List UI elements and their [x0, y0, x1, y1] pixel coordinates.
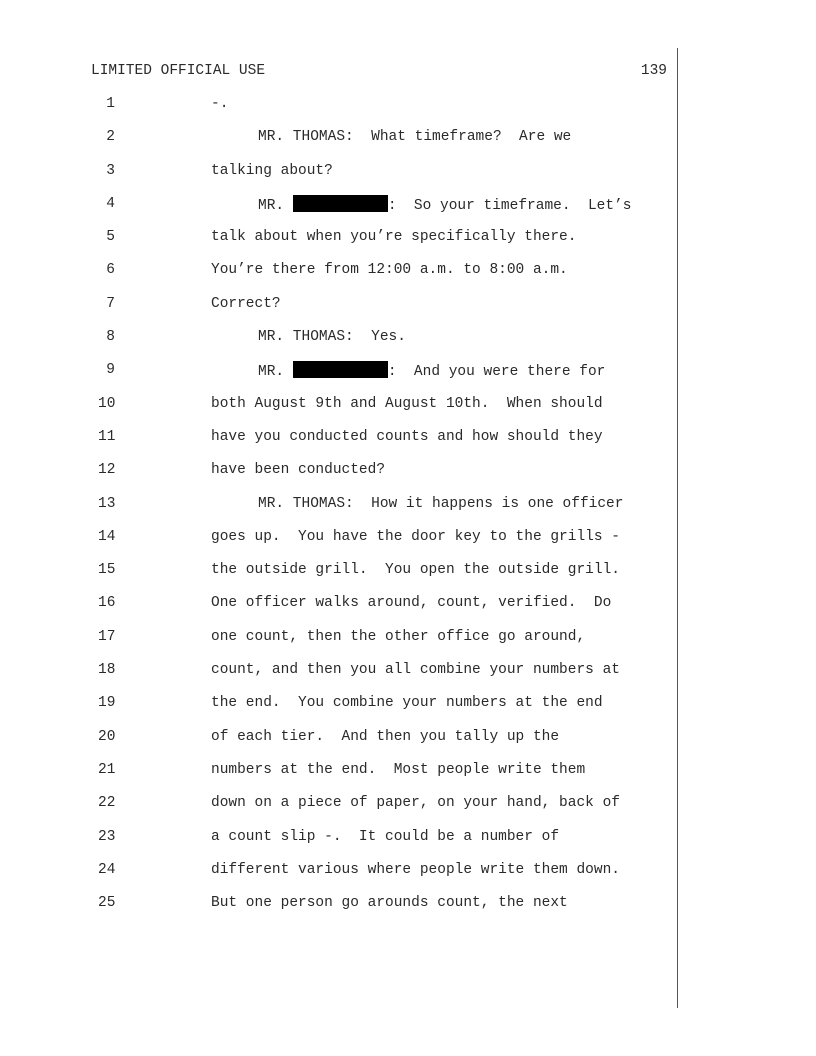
transcript-line	[0, 287, 816, 320]
line-text	[211, 561, 620, 579]
line-text	[211, 694, 603, 712]
line-text-segment: down on a piece of paper, on your hand, back of	[211, 795, 620, 812]
transcript-line	[0, 187, 816, 220]
line-number: 21	[98, 761, 116, 778]
line-number: 2	[106, 129, 115, 146]
line-text	[211, 261, 568, 279]
line-number: 6	[106, 262, 115, 279]
line-number: 23	[98, 828, 116, 845]
transcript-line	[0, 253, 816, 286]
transcript-line	[0, 387, 816, 420]
line-text	[211, 95, 228, 113]
line-text	[211, 661, 620, 679]
transcript-line	[0, 553, 816, 586]
line-number: 16	[98, 595, 116, 612]
transcript-line	[0, 87, 816, 120]
line-number: 12	[98, 462, 116, 479]
transcript-line	[0, 220, 816, 253]
line-number: 17	[98, 628, 116, 645]
line-text	[258, 361, 605, 381]
transcript-line	[0, 753, 816, 786]
line-text	[211, 628, 585, 646]
line-text-segment: -.	[211, 96, 229, 112]
line-text	[211, 228, 576, 246]
transcript-line	[0, 686, 816, 719]
line-text-segment: MR.	[258, 364, 293, 381]
transcript-line	[0, 786, 816, 819]
classification-label: LIMITED OFFICIAL USE	[91, 63, 266, 79]
line-text	[211, 162, 333, 180]
line-text-segment: : So your timeframe. Let’s	[387, 197, 632, 214]
page-header	[91, 62, 667, 80]
line-text-segment: MR. THOMAS: Yes.	[258, 329, 406, 346]
line-text	[211, 728, 559, 746]
line-text-segment: count, and then you all combine your numbers at	[211, 662, 620, 679]
transcript-line	[0, 487, 816, 520]
line-text	[211, 594, 611, 612]
transcript-lines	[0, 87, 816, 919]
line-text-segment: : And you were there for	[387, 364, 606, 381]
transcript-line	[0, 586, 816, 619]
transcript-line	[0, 154, 816, 187]
transcript-line	[0, 320, 816, 353]
line-number: 14	[98, 528, 116, 545]
line-text-segment: MR. THOMAS: What timeframe? Are we	[258, 129, 572, 146]
line-text	[258, 195, 631, 215]
transcript-line	[0, 720, 816, 753]
line-number: 22	[98, 795, 116, 812]
line-text	[211, 861, 620, 879]
transcript-line	[0, 620, 816, 653]
line-text-segment: goes up. You have the door key to the grills -	[211, 528, 620, 545]
line-text	[258, 495, 623, 513]
transcript-line	[0, 120, 816, 153]
transcript-line	[0, 653, 816, 686]
line-text-segment: both August 9th and August 10th. When should	[211, 395, 603, 412]
line-text-segment: MR.	[258, 197, 293, 214]
transcript-line	[0, 886, 816, 919]
line-text	[258, 328, 406, 346]
line-number: 3	[106, 162, 115, 179]
line-number: 24	[98, 861, 116, 878]
line-text-segment: the outside grill. You open the outside grill.	[211, 562, 620, 579]
line-text-segment: You’re there from 12:00 a.m. to 8:00 a.m.	[211, 262, 568, 279]
line-number: 5	[106, 229, 115, 246]
line-text-segment: One officer walks around, count, verified. Do	[211, 595, 612, 612]
line-text	[211, 528, 620, 546]
line-text	[211, 428, 603, 446]
line-text-segment: MR. THOMAS: How it happens is one officer	[258, 495, 624, 512]
line-text	[211, 395, 603, 413]
transcript-line	[0, 353, 816, 386]
line-text	[211, 828, 559, 846]
line-text-segment: the end. You combine your numbers at the end	[211, 695, 603, 712]
line-number: 11	[98, 428, 116, 445]
line-text-segment: But one person go arounds count, the next	[211, 895, 568, 912]
line-text	[211, 461, 385, 479]
line-number: 15	[98, 562, 116, 579]
transcript-line	[0, 520, 816, 553]
redaction-block	[293, 361, 388, 378]
line-number: 10	[98, 395, 116, 412]
line-number: 25	[98, 895, 116, 912]
redaction-block	[293, 195, 388, 212]
transcript-line	[0, 853, 816, 886]
line-number: 9	[106, 362, 115, 379]
line-text	[211, 761, 585, 779]
line-text	[211, 894, 568, 912]
line-text	[211, 794, 620, 812]
line-number: 8	[106, 329, 115, 346]
line-text-segment: different various where people write them down.	[211, 861, 620, 878]
line-number: 13	[98, 495, 116, 512]
line-number: 18	[98, 662, 116, 679]
line-number: 20	[98, 728, 116, 745]
line-text-segment: Correct?	[211, 295, 281, 312]
line-number: 19	[98, 695, 116, 712]
line-text-segment: have you conducted counts and how should they	[211, 428, 603, 445]
line-number: 4	[106, 195, 115, 212]
line-text-segment: have been conducted?	[211, 462, 386, 479]
line-text-segment: talking about?	[211, 162, 333, 179]
transcript-line	[0, 453, 816, 486]
line-text-segment: of each tier. And then you tally up the	[211, 728, 560, 745]
transcript-line	[0, 420, 816, 453]
line-number: 7	[106, 295, 115, 312]
line-number: 1	[106, 96, 115, 112]
line-text	[211, 295, 281, 313]
transcript-line	[0, 820, 816, 853]
page-number: 139	[640, 63, 667, 79]
line-text-segment: one count, then the other office go around,	[211, 628, 586, 645]
line-text	[258, 128, 571, 146]
line-text-segment: talk about when you’re specifically there.	[211, 229, 577, 246]
line-text-segment: numbers at the end. Most people write them	[211, 761, 586, 778]
line-text-segment: a count slip -. It could be a number of	[211, 828, 560, 845]
